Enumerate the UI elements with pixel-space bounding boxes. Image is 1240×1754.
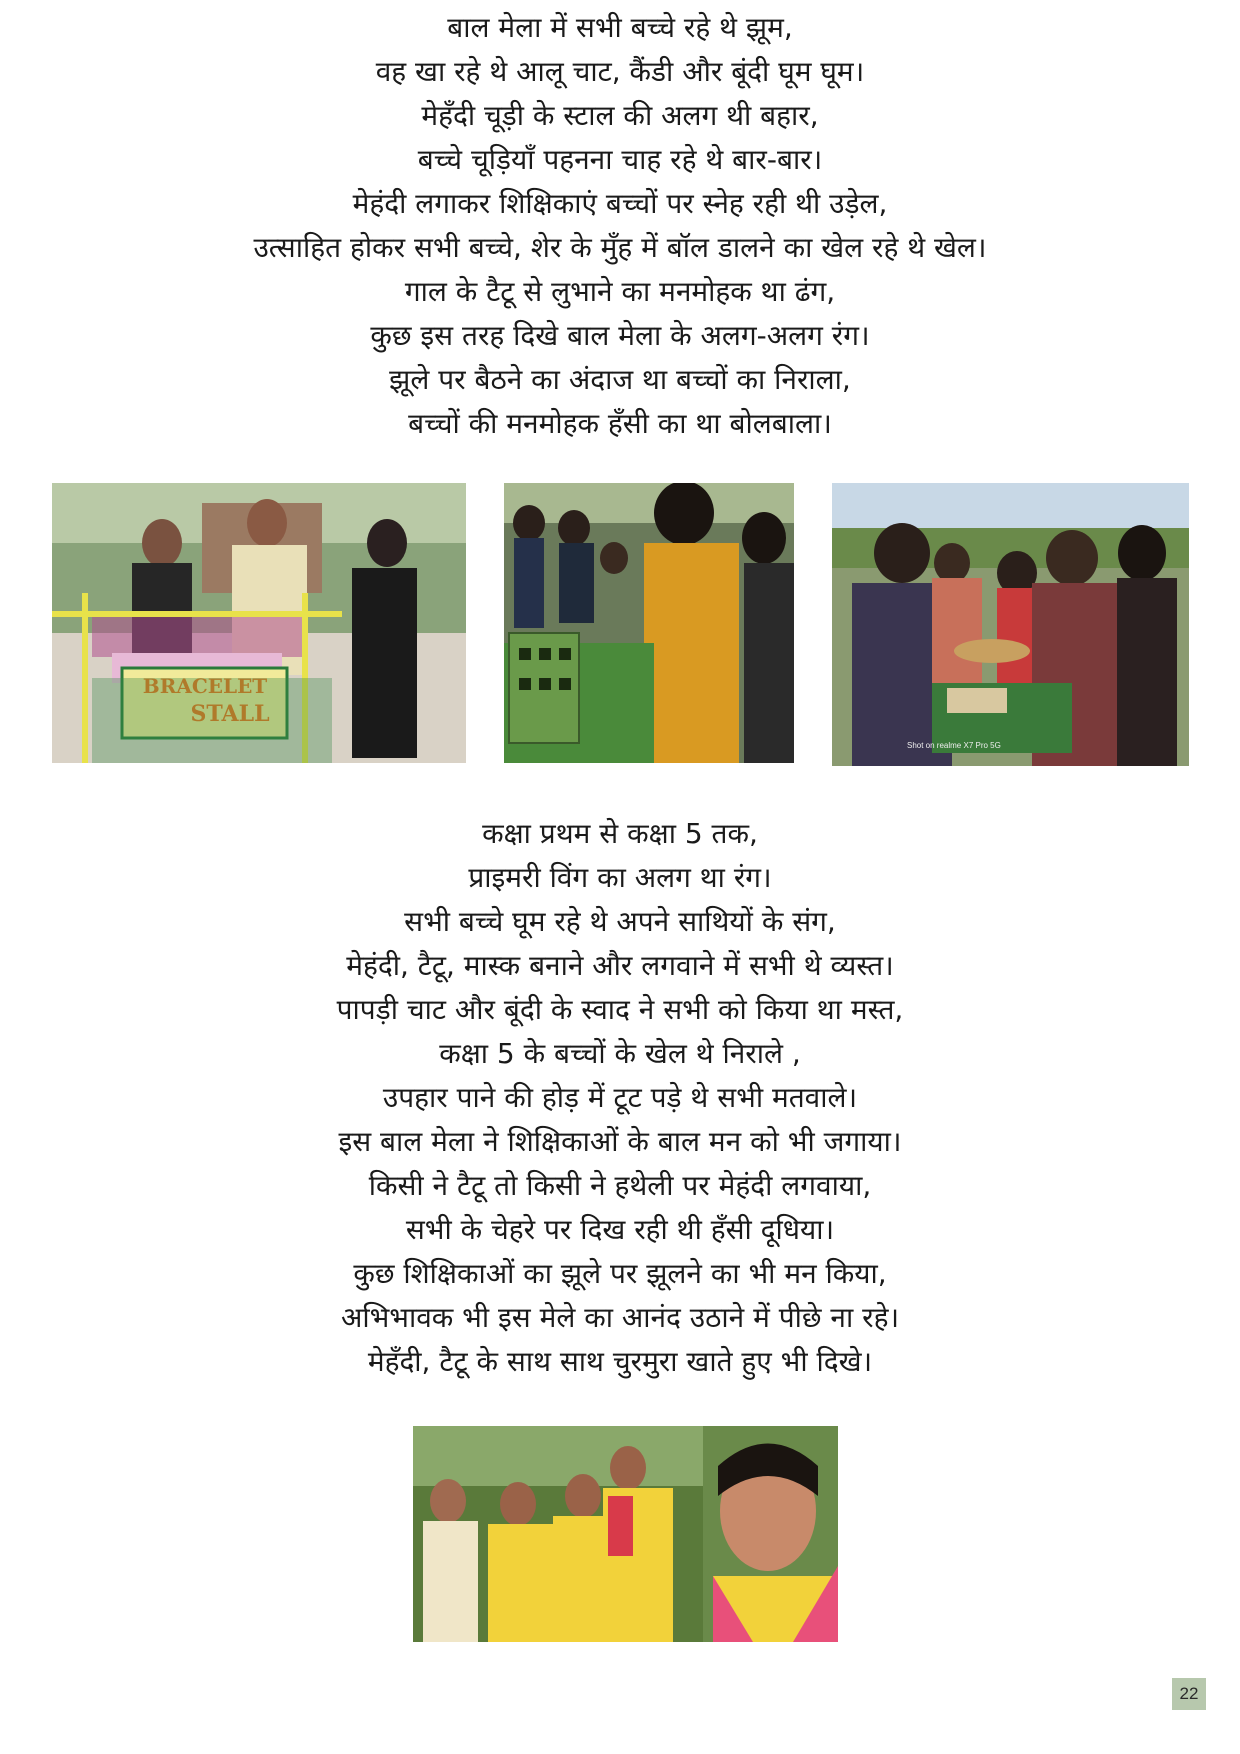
poem-line: सभी के चेहरे पर दिख रही थी हँसी दूधिया।	[405, 1213, 835, 1246]
food-stall-photo	[832, 483, 1189, 766]
poem-line: मेहंदी लगाकर शिक्षिकाएं बच्चों पर स्नेह रही थी उड़ेल,	[352, 187, 888, 220]
bracelet-sign-line-2: STALL	[190, 701, 270, 727]
poem-line: अभिभावक भी इस मेले का आनंद उठाने में पीछे ना रहे।	[340, 1301, 900, 1334]
poem-line: इस बाल मेला ने शिक्षिकाओं के बाल मन को भी जगाया।	[338, 1125, 902, 1158]
poem-line: कुछ शिक्षिकाओं का झूले पर झूलने का भी मन किया,	[353, 1257, 887, 1290]
poem-line: उत्साहित होकर सभी बच्चे, शेर के मुँह में बॉल डालने का खेल रहे थे खेल।	[253, 231, 987, 264]
game-stall-photo	[504, 483, 794, 763]
poem-line: बच्चे चूड़ियाँ पहनना चाह रहे थे बार-बार।	[417, 143, 823, 176]
bracelet-sign	[125, 672, 285, 728]
teachers-group-photo	[413, 1426, 838, 1642]
bracelet-sign-line-1: BRACELET	[142, 674, 268, 698]
poem-line: कक्षा 5 के बच्चों के खेल थे निराले ,	[439, 1037, 801, 1070]
poem-line: मेहँदी चूड़ी के स्टाल की अलग थी बहार,	[421, 99, 819, 132]
poem-line: बाल मेला में सभी बच्चे रहे थे झूम,	[447, 11, 793, 44]
poem-line: कुछ इस तरह दिखे बाल मेला के अलग-अलग रंग।	[370, 319, 870, 352]
poem-section-1	[0, 6, 1240, 446]
poem-line: वह खा रहे थे आलू चाट, कैंडी और बूंदी घूम घूम।	[375, 55, 865, 88]
page-number: 22	[1172, 1678, 1206, 1710]
poem-line: पापड़ी चाट और बूंदी के स्वाद ने सभी को किया था मस्त,	[336, 993, 904, 1026]
poem-line: गाल के टैटू से लुभाने का मनमोहक था ढंग,	[404, 275, 836, 308]
poem-line: झूले पर बैठने का अंदाज था बच्चों का निराला,	[389, 363, 851, 396]
camera-watermark: Shot on realme X7 Pro 5G	[907, 741, 1001, 750]
poem-line: बच्चों की मनमोहक हँसी का था बोलबाला।	[408, 407, 832, 440]
poem-section-2	[0, 812, 1240, 1384]
poem-line: मेहँदी, टैटू के साथ साथ चुरमुरा खाते हुए भी दिखे।	[367, 1345, 873, 1378]
poem-line: कक्षा प्रथम से कक्षा 5 तक,	[482, 817, 758, 850]
poem-line: मेहंदी, टैटू, मास्क बनाने और लगवाने में सभी थे व्यस्त।	[346, 949, 894, 982]
poem-line: उपहार पाने की होड़ में टूट पड़े थे सभी मतवाले।	[382, 1081, 858, 1114]
poem-line: सभी बच्चे घूम रहे थे अपने साथियों के संग,	[404, 905, 836, 938]
poem-line: प्राइमरी विंग का अलग था रंग।	[468, 861, 772, 894]
poem-line: किसी ने टैटू तो किसी ने हथेली पर मेहंदी लगवाया,	[368, 1169, 872, 1202]
